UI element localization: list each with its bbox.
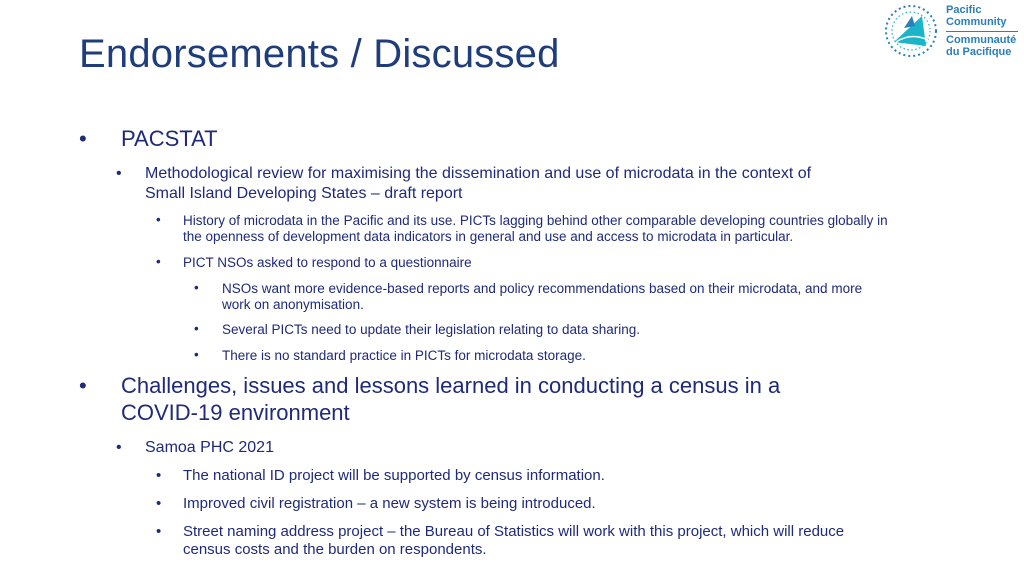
bullet-marker: •: [156, 254, 161, 269]
list-item-national-id: The national ID project will be supported by census information.: [183, 467, 605, 484]
bullet-marker: •: [156, 467, 162, 484]
list-item-nsos-want: NSOs want more evidence-based reports and policy recommendations based on their microdata, and more: [222, 281, 863, 296]
page-title: Endorsements / Discussed: [79, 32, 560, 76]
bullet-marker: •: [156, 212, 161, 227]
bullet-marker: •: [79, 126, 87, 151]
logo-line-3: Communauté: [946, 34, 1017, 46]
logo-line-2: Community: [946, 16, 1007, 28]
bullet-marker: •: [79, 373, 87, 398]
list-item-challenges: Challenges, issues and lessons learned in conducting a census in a: [121, 373, 781, 398]
bullet-marker: •: [156, 523, 162, 540]
list-item-history-cont: the openness of development data indicators in general and use and access to microdata in particular.: [183, 229, 794, 244]
bullet-marker: •: [156, 495, 162, 512]
list-item-storage: There is no standard practice in PICTs for microdata storage.: [222, 348, 586, 363]
bullet-marker: •: [116, 165, 122, 182]
list-item-questionnaire: PICT NSOs asked to respond to a questionnaire: [183, 255, 472, 270]
list-item-street-naming-cont: census costs and the burden on respondents.: [183, 541, 487, 558]
list-item-methodological-review-cont: Small Island Developing States – draft report: [145, 185, 463, 202]
list-item-pacstat: PACSTAT: [121, 126, 218, 151]
list-item-challenges-cont: COVID-19 environment: [121, 400, 350, 425]
list-item-civil-registration: Improved civil registration – a new system is being introduced.: [183, 495, 596, 512]
list-item-history: History of microdata in the Pacific and its use. PICTs lagging behind other comparable developing countries globally in: [183, 213, 888, 228]
bullet-marker: •: [194, 347, 199, 362]
list-item-street-naming: Street naming address project – the Bureau of Statistics will work with this project, which will reduce: [183, 523, 845, 540]
bullet-marker: •: [194, 321, 199, 336]
list-item-nsos-want-cont: work on anonymisation.: [222, 297, 364, 312]
logo-line-4: du Pacifique: [946, 46, 1012, 58]
list-item-samoa-phc: Samoa PHC 2021: [145, 439, 274, 456]
bullet-marker: •: [116, 439, 122, 456]
list-item-legislation: Several PICTs need to update their legislation relating to data sharing.: [222, 322, 641, 337]
list-item-methodological-review: Methodological review for maximising the dissemination and use of microdata in the context of: [145, 165, 812, 182]
logo-line-1: Pacific: [946, 4, 982, 16]
bullet-marker: •: [194, 280, 199, 295]
